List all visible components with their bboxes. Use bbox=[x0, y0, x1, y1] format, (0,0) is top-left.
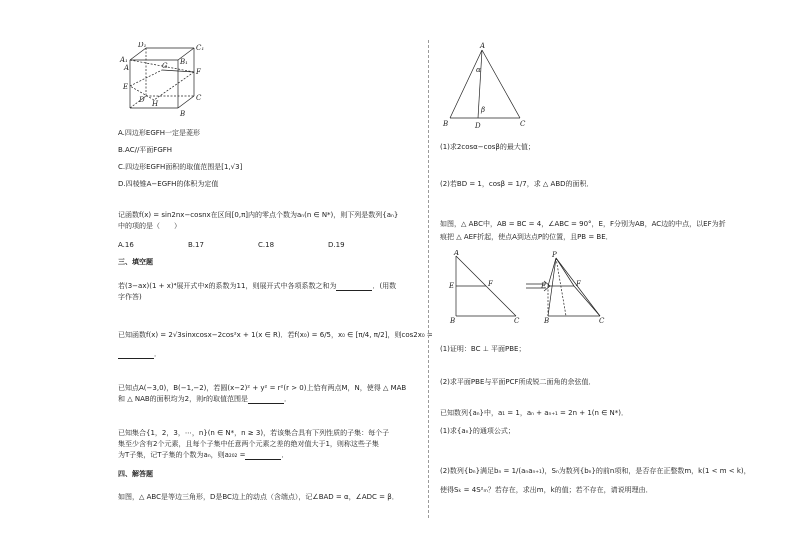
cube-label: A₁ bbox=[120, 56, 128, 64]
question-sequence-part2-line1: (2)数列{bₙ}满足bₙ = 1/(aₙaₙ₊₁)，Sₙ为数列{bₙ}的前n项和，是否存在正整数m，k(1 < m < k)， bbox=[440, 467, 751, 475]
fold-label: F bbox=[488, 280, 493, 288]
question-max-value: (1)求2cosα−cosβ的最大值； bbox=[440, 143, 535, 151]
cube-label: C bbox=[196, 94, 202, 102]
question-zeros-line1: 记函数f(x) = sin2nx−cosnx在区间[0,π]内的零点个数为aₙ(n ∈ N*)，则下列是数列{aₙ} bbox=[118, 211, 399, 219]
triangle-figure bbox=[440, 42, 530, 132]
triangle-label: A bbox=[480, 42, 486, 50]
question-set-line3 bbox=[118, 451, 288, 460]
question-set-line2: 集至少含有2个元素，且每个子集中任意两个元素之差的绝对值大于1，则称这些子集 bbox=[118, 440, 379, 448]
answer-blank bbox=[248, 397, 284, 404]
cube-label: E bbox=[123, 83, 129, 91]
answer-blank bbox=[118, 352, 154, 359]
question-circle-tail: ． bbox=[284, 395, 291, 403]
triangle-label: C bbox=[520, 120, 526, 128]
question-fold-line2: 痕把 △ AEF折起，使点A到达点P的位置，且PB = BE． bbox=[440, 233, 613, 241]
choice-a: A.16 bbox=[118, 241, 134, 249]
triangle-label: B bbox=[443, 120, 449, 128]
cube-label: A bbox=[124, 64, 130, 72]
question-set-text: 为T子集，记T子集的个数为aₙ，则a₂₀₂ = bbox=[118, 451, 246, 459]
triangle-label: α bbox=[476, 66, 481, 74]
fold-label: P bbox=[552, 251, 557, 259]
question-circle-line2 bbox=[118, 395, 291, 404]
answer-blank bbox=[245, 453, 281, 460]
cube-figure bbox=[118, 42, 208, 120]
question-area: (2)若BD = 1，cosβ = 1/7，求 △ ABD的面积． bbox=[440, 180, 594, 188]
cube-label: G bbox=[162, 62, 168, 70]
question-fold-proof: (1)证明：BC ⊥ 平面PBE； bbox=[440, 345, 526, 353]
question-trig-line1: 已知函数f(x) = 2√3sinxcosx−2cos²x + 1(x ∈ R)．若f(x₀) = 6/5，x₀ ∈ [π/4, π/2]，则cos2x₀ = bbox=[118, 331, 433, 339]
cube-label: H bbox=[152, 100, 159, 108]
choice-d: D.19 bbox=[328, 241, 345, 249]
fold-label: E bbox=[541, 282, 547, 290]
question-circle-text: 和 △ NAB的面积均为2，则r的取值范围是 bbox=[118, 395, 248, 403]
question-trig-tail: ． bbox=[154, 350, 161, 358]
section-fill-blank: 三、填空题 bbox=[118, 258, 153, 266]
answer-blank bbox=[336, 284, 372, 291]
choice-c: C.18 bbox=[258, 241, 275, 249]
cube-label: F bbox=[196, 68, 201, 76]
column-divider bbox=[428, 40, 429, 518]
option-a: A.四边形EGFH一定是菱形 bbox=[118, 129, 201, 137]
choice-b: B.17 bbox=[188, 241, 204, 249]
fold-label: F bbox=[576, 280, 581, 288]
fold-label: C bbox=[514, 317, 520, 324]
question-binomial-line2: 字作答) bbox=[118, 293, 142, 301]
fold-label: A bbox=[454, 250, 460, 257]
question-sequence-part1: (1)求{aₙ}的通项公式； bbox=[440, 427, 515, 435]
fold-label: B bbox=[450, 317, 456, 324]
triangle-label: D bbox=[475, 122, 481, 130]
question-fold-cosine: (2)求平面PBE与平面PCF所成锐二面角的余弦值． bbox=[440, 378, 596, 386]
option-b: B.AC//平面FGFH bbox=[118, 146, 173, 154]
cube-label: D₁ bbox=[138, 42, 147, 49]
question-triangle-line: 如图，△ ABC是等边三角形，D是BC边上的动点（含端点），记∠BAD = α，∠ADC = β． bbox=[118, 493, 399, 501]
cube-label: C₁ bbox=[196, 44, 205, 52]
option-d: D.四棱锥A−EGFH的体积为定值 bbox=[118, 180, 219, 188]
cube-label: D bbox=[139, 96, 145, 104]
fold-figure bbox=[448, 250, 612, 324]
question-fold-line1: 如图，△ ABC中，AB = BC = 4，∠ABC = 90°，E，F分别为AB，AC边的中点，以EF为折 bbox=[440, 220, 726, 228]
question-zeros-line2: 中的项的是（ ） bbox=[118, 222, 181, 230]
question-sequence-line1: 已知数列{aₙ}中，a₁ = 1，aₙ + aₙ₊₁ = 2n + 1(n ∈ N*)． bbox=[440, 409, 628, 417]
section-answer: 四、解答题 bbox=[118, 470, 153, 478]
fold-label: B bbox=[544, 317, 550, 324]
question-set-tail: ． bbox=[281, 451, 289, 459]
fold-label: E bbox=[449, 282, 455, 290]
question-sequence-part2-line2: 使得Sₖ = 4S²ₘ？若存在，求出m，k的值；若不存在，请说明理由． bbox=[440, 486, 653, 494]
cube-label: B bbox=[180, 110, 186, 118]
option-c: C.四边形EGFH面积的取值范围是[1,√3] bbox=[118, 163, 243, 171]
question-circle-line1: 已知点A(−3,0)，B(−1,−2)，若圆(x−2)² + y² = r²(r > 0)上恰有两点M，N，使得 △ MAB bbox=[118, 384, 407, 392]
question-binomial-tail: ．(用数 bbox=[372, 282, 397, 290]
triangle-label: β bbox=[481, 106, 486, 114]
question-binomial-line1 bbox=[118, 282, 396, 291]
cube-label: B₁ bbox=[180, 58, 188, 66]
question-trig-line2 bbox=[118, 350, 161, 359]
fold-label: C bbox=[599, 317, 605, 324]
question-binomial-text: 若(3−ax)(1 + x)⁴展开式中x的系数为11，则展开式中各项系数之和为 bbox=[118, 282, 337, 290]
question-set-line1: 已知集合{1，2，3，⋯，n}(n ∈ N*，n ≥ 3)，若该集合具有下列性质的子集：每个子 bbox=[118, 429, 390, 437]
